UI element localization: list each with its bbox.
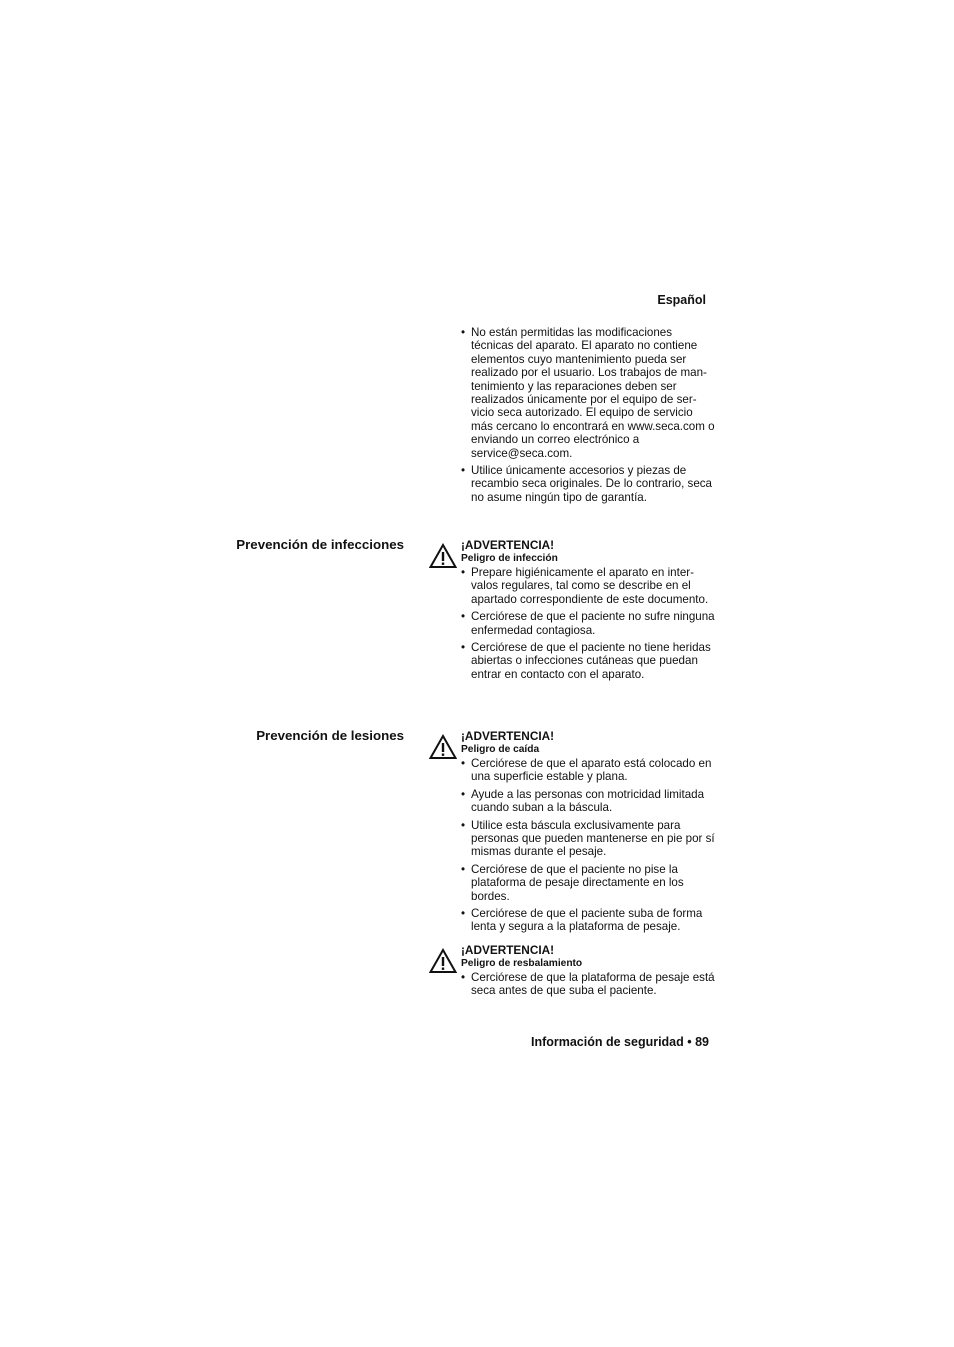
- section-heading-injuries: Prevención de lesiones: [256, 728, 404, 743]
- list-item: • Utilice únicamente accesorios y piezas de recambio seca originales. De lo contrario, seca no asume ningún tipo de garantía.: [461, 464, 716, 504]
- warning-subtitle: Peligro de caída: [461, 744, 540, 755]
- list-item: • No están permitidas las modificaciones técnicas del aparato. El aparato no contiene elementos cuyo mantenimiento pueda ser realizado por el usuario. Los trabajos de man-tenimiento y las reparaciones deben ser realizados únicamente por el equipo de ser-vicio seca autorizado. El equipo de servicio más cercano lo encontrará en www.seca.com o enviando un correo electrónico a service@seca.com.: [461, 326, 716, 460]
- warning-list: [461, 971, 716, 998]
- warning-title: ¡ADVERTENCIA!: [461, 538, 555, 552]
- list-item: • Cerciórese de que el aparato está colocado en una superficie estable y plana.: [461, 757, 716, 784]
- page-footer: Información de seguridad • 89: [530, 1035, 709, 1049]
- warning-triangle-icon: [429, 948, 457, 974]
- warning-block-fall: [461, 729, 716, 938]
- warning-title: ¡ADVERTENCIA!: [461, 943, 555, 957]
- list-item: • Prepare higiénicamente el aparato en inter-valos regulares, tal como se describe en el apartado correspondiente de este documento.: [461, 566, 716, 606]
- list-item: • Cerciórese de que la plataforma de pesaje está seca antes de que suba el paciente.: [461, 971, 716, 998]
- list-item: • Cerciórese de que el paciente suba de forma lenta y segura a la plataforma de pesaje.: [461, 907, 716, 934]
- list-item: • Cerciórese de que el paciente no sufre ninguna enfermedad contagiosa.: [461, 610, 716, 637]
- warning-subtitle: Peligro de infección: [461, 553, 558, 564]
- page-language-label: Español: [657, 293, 706, 307]
- list-item: • Utilice esta báscula exclusivamente para personas que pueden mantenerse en pie por sí mismas durante el pesaje.: [461, 819, 716, 859]
- warning-list: [461, 566, 716, 681]
- list-item: • Cerciórese de que el paciente no tiene heridas abiertas o infecciones cutáneas que puedan entrar en contacto con el aparato.: [461, 641, 716, 681]
- warning-list: [461, 757, 716, 934]
- intro-section: [461, 326, 716, 508]
- warning-block-infection: [461, 538, 716, 685]
- warning-block-slip: [461, 943, 716, 1002]
- warning-triangle-icon: [429, 734, 457, 760]
- warning-triangle-icon: [429, 543, 457, 569]
- section-heading-infections: Prevención de infecciones: [236, 537, 404, 552]
- list-item: • Ayude a las personas con motricidad limitada cuando suban a la báscula.: [461, 788, 716, 815]
- intro-list: [461, 326, 716, 504]
- warning-title: ¡ADVERTENCIA!: [461, 729, 555, 743]
- warning-subtitle: Peligro de resbalamiento: [461, 958, 583, 969]
- list-item: • Cerciórese de que el paciente no pise la plataforma de pesaje directamente en los bordes.: [461, 863, 716, 903]
